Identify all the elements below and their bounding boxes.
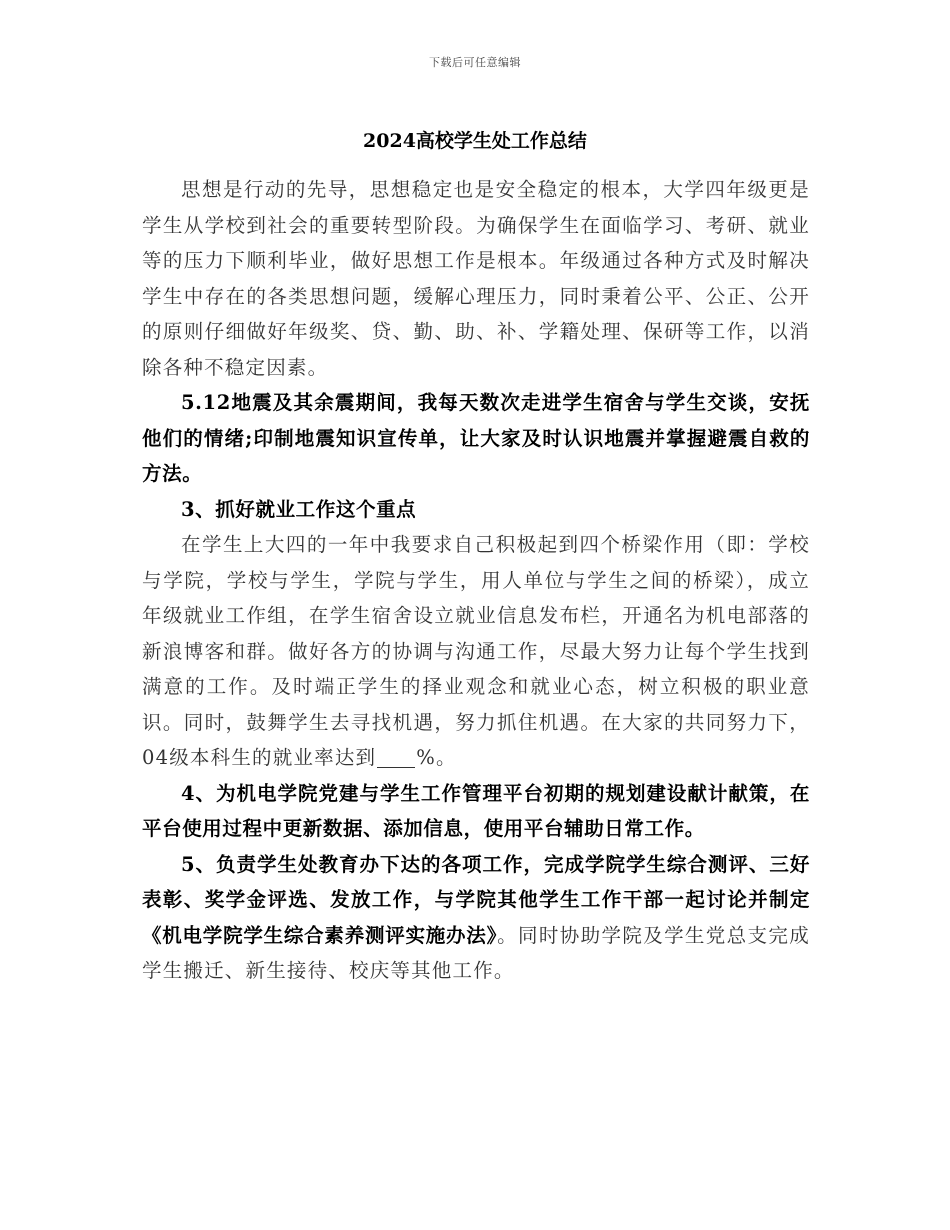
document-body <box>142 172 810 989</box>
paragraph-employment-text: 在学生上大四的一年中我要求自己积极起到四个桥梁作用（即：学校与学院，学校与学生，学院与学生，用人单位与学生之间的桥梁），成立年级就业工作组，在学生宿舍设立就业信息发布栏，开通名为机电部落的新浪博客和群。做好各方的协调与沟通工作，尽最大努力让每个学生找到满意的工作。及时端正学生的择业观念和就业心态，树立积极的职业意识。同时，鼓舞学生去寻找机遇，努力抓住机遇。在大家的共同努力下，04级本科生的就业率达到 <box>142 533 810 769</box>
document-title: 2024高校学生处工作总结 <box>363 130 587 152</box>
paragraph-employment-suffix: %。 <box>416 746 457 769</box>
page-header-note: 下载后可任意编辑 <box>429 56 521 69</box>
paragraph-ideology: 思想是行动的先导，思想稳定也是安全稳定的根本，大学四年级更是学生从学校到社会的重要转型阶段。为确保学生在面临学习、考研、就业等的压力下顺利毕业，做好思想工作是根本。年级通过各种方式及时解决学生中存在的各类思想问题，缓解心理压力，同时秉着公平、公正、公开的原则仔细做好年级奖、贷、勤、助、补、学籍处理、保研等工作，以消除各种不稳定因素。 <box>142 178 810 379</box>
paragraph-employment <box>142 527 810 776</box>
paragraph-duties-bold: 5、负责学生处教育办下达的各项工作，完成学院学生综合测评、三好表彰、奖学金评选、发放工作，与学院其他学生工作干部一起讨论并制定《机电学院学生综合素养测评实施办法》 <box>142 852 810 947</box>
section-heading-employment: 3、抓好就业工作这个重点 <box>181 497 417 521</box>
paragraph-platform: 4、为机电学院党建与学生工作管理平台初期的规划建设献计献策，在平台使用过程中更新数据、添加信息，使用平台辅助日常工作。 <box>142 781 810 840</box>
paragraph-duties-regular: 。同时协助学院及学生党总支完成学生搬迁、新生接待、校庆等其他工作。 <box>142 923 810 982</box>
fill-in-blank <box>377 748 415 769</box>
paragraph-earthquake: 5.12地震及其余震期间，我每天数次走进学生宿舍与学生交谈，安抚他们的情绪;印制地震知识宣传单，让大家及时认识地震并掌握避震自救的方法。 <box>142 391 810 485</box>
paragraph-duties <box>142 847 810 989</box>
